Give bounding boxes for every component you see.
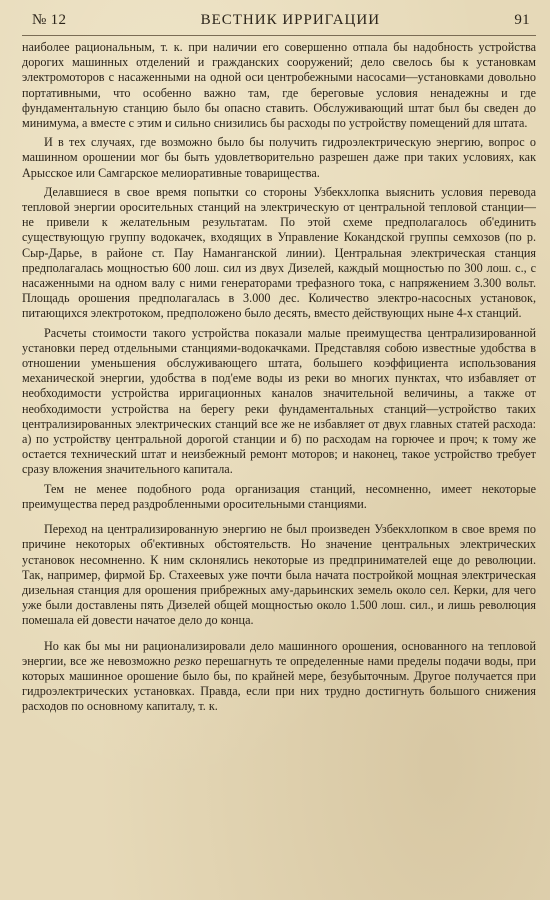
emphasized-word: резко [174, 653, 202, 668]
paragraph: наиболее рациональным, т. к. при наличии его совершенно отпала бы надобность устройства дорогих машинных отделений и гражданских сооружений; дело свелось бы к установкам электромоторов с насаженными на одной оси центробежными насосами—установками довольно портативными, что особенно важно там, где береговые условия ненадежны и где фундаментальную станцию было бы опасно ставить. Обслуживающий штат был бы сведен до минимума, а вместе с этим и сильно снизились бы расходы по устройству помещений для штата. [22, 40, 536, 131]
paragraph: Делавшиеся в свое время попытки со стороны Узбекхлопка выяснить условия перевода тепловой энергии оросительных станций на электрическую от центральной тепловой станции—не привели к желательным результатам. По этой схеме предполагалось об'единить существующую группу водокачек, входящих в Управление Кокандской группы семхозов (по р. Сыр-Дарье, в районе ст. Пау Наманганской линии). Центральная электрическая станция предполагалась мощностью 600 лош. сил из двух Дизелей, каждый мощностью по 300 лош. с., с насаженными на одном валу с ними генераторами трефазного тока, с напряжением 3.300 вольт. Площадь орошения предполагалась в 3.000 дес. Количество электро-насосных установок, питающихся электротоком, предположено было десять, вместо действующих ныне 4-х станций. [22, 184, 536, 321]
issue-number: № 12 [32, 12, 67, 28]
running-header [22, 12, 536, 36]
paragraph: Переход на централизированную энергию не был произведен Узбекхлопком в свое время по причине некоторых об'ективных обстоятельств. Но значение центральных электрических установок несомненно. К ним склонялись некоторые из предпринимателей еще до революции. Так, например, фирмой Бр. Стахеевых уже почти была начата постройкой мощная электрическая дизельная станция для орошения прибрежных аму-дарьинских земель около сел. Керки, для чего уже были доставлены пять Дизелей общей мощностью около 1.500 лош. сил., и лишь революция помешала ей довести начатое дело до конца. [22, 522, 536, 628]
paragraph: Тем не менее подобного рода организация станций, несомненно, имеет некоторые преимущества перед раздробленными оросительными станциями. [22, 481, 536, 511]
paragraph-text: Но как бы мы ни рационализировали дело машинного орошения, основанного на тепловой энергии, все же невозможно [22, 638, 536, 668]
article-body [22, 40, 536, 715]
paragraph: И в тех случаях, где возможно было бы получить гидроэлектрическую энергию, вопрос о машинном орошении мог бы быть удовлетворительно разрешен даже при таких условиях, как Арысское или Самгарское мелиоративные товарищества. [22, 135, 536, 180]
paragraph-text: перешагнуть те определенные нами пределы подачи воды, при которых машинное орошение было бы, по крайней мере, безубыточным. Другое получается при гидроэлектрических установках. Правда, если при них трудно достигнуть большого снижения расходов по основному капиталу, т. к. [22, 653, 537, 714]
journal-title: ВЕСТНИК ИРРИГАЦИИ [200, 12, 381, 28]
paragraph: Расчеты стоимости такого устройства показали малые преимущества централизированной установки перед отдельными станциями-водокачками. Представляя собою известные удобства в отношении уменьшения обслуживающего штата, большего коэффициента использования механической энергии, удобства в под'еме воды из реки во многих пунктах, что избавляет от необходимости устройства ирригационных каналов значительной величины, а также от необходимости устройства на берегу реки фундаментальных станций—устройство таких централизированных электрических станций все же не избавляет от двух главных статей расхода: а) по устройству центральной дорогой станции и б) по расходам на горючее и проч; к тому же остается технический штат и неизбежный ремонт моторов; и наконец, такое устройство требует сразу вложения значительного капитала. [22, 325, 536, 477]
page-number: 91 [514, 12, 530, 28]
paragraph-last [22, 639, 536, 715]
